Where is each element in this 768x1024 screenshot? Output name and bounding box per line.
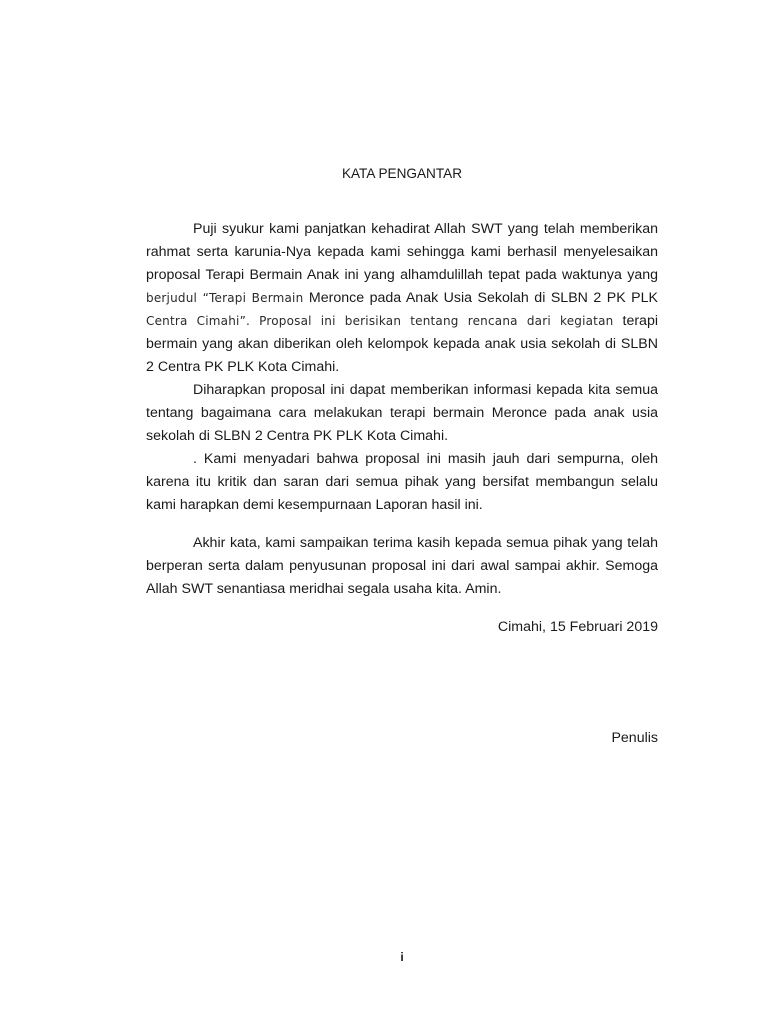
paragraph-line: Akhir kata, kami sampaikan terima kasih kepada semua pihak yang telah <box>193 535 658 551</box>
line-segment: berjudul “Terapi Bermain <box>146 291 304 305</box>
paragraph-line: kami harapkan demi kesempurnaan Laporan hasil ini. <box>146 497 483 513</box>
paragraph-line: karena itu kritik dan saran dari semua pihak yang bersifat membangun selalu <box>146 474 658 490</box>
paragraph-line: berperan serta dalam penyusunan proposal ini dari awal sampai akhir. Semoga <box>146 558 658 574</box>
paragraph-line: 2 Centra PK PLK Kota Cimahi. <box>146 359 340 375</box>
line-segment: Meronce pada Anak Usia Sekolah di SLBN 2 PK PLK <box>303 290 658 306</box>
signature: Penulis <box>611 730 658 746</box>
paragraph-line: . Kami menyadari bahwa proposal ini masih jauh dari sempurna, oleh <box>193 451 658 467</box>
paragraph-line: proposal Terapi Bermain Anak ini yang alhamdulillah tepat pada waktunya yang <box>146 267 658 283</box>
paragraph-line: Diharapkan proposal ini dapat memberikan informasi kepada kita semua <box>193 382 658 398</box>
place-date: Cimahi, 15 Februari 2019 <box>497 619 658 635</box>
line-segment: terapi <box>613 313 658 329</box>
paragraph-line <box>146 289 658 307</box>
paragraph-line: bermain yang akan diberikan oleh kelompok kepada anak usia sekolah di SLBN <box>146 336 658 352</box>
line-segment: Centra Cimahi”. Proposal ini berisikan tentang rencana dari kegiatan <box>146 314 614 328</box>
paragraph-line: sekolah di SLBN 2 Centra PK PLK Kota Cimahi. <box>146 428 449 444</box>
paragraph-line: Puji syukur kami panjatkan kehadirat Allah SWT yang telah memberikan <box>193 221 658 237</box>
page-number: i <box>400 950 404 964</box>
paragraph-line: Allah SWT senantiasa meridhai segala usaha kita. Amin. <box>146 581 502 597</box>
paragraph-line: tentang bagaimana cara melakukan terapi bermain Meronce pada anak usia <box>146 405 658 421</box>
page-title: KATA PENGANTAR <box>341 166 463 181</box>
paragraph-line: rahmat serta karunia-Nya kepada kami sehingga kami berhasil menyelesaikan <box>146 244 658 260</box>
paragraph-line <box>146 312 658 330</box>
